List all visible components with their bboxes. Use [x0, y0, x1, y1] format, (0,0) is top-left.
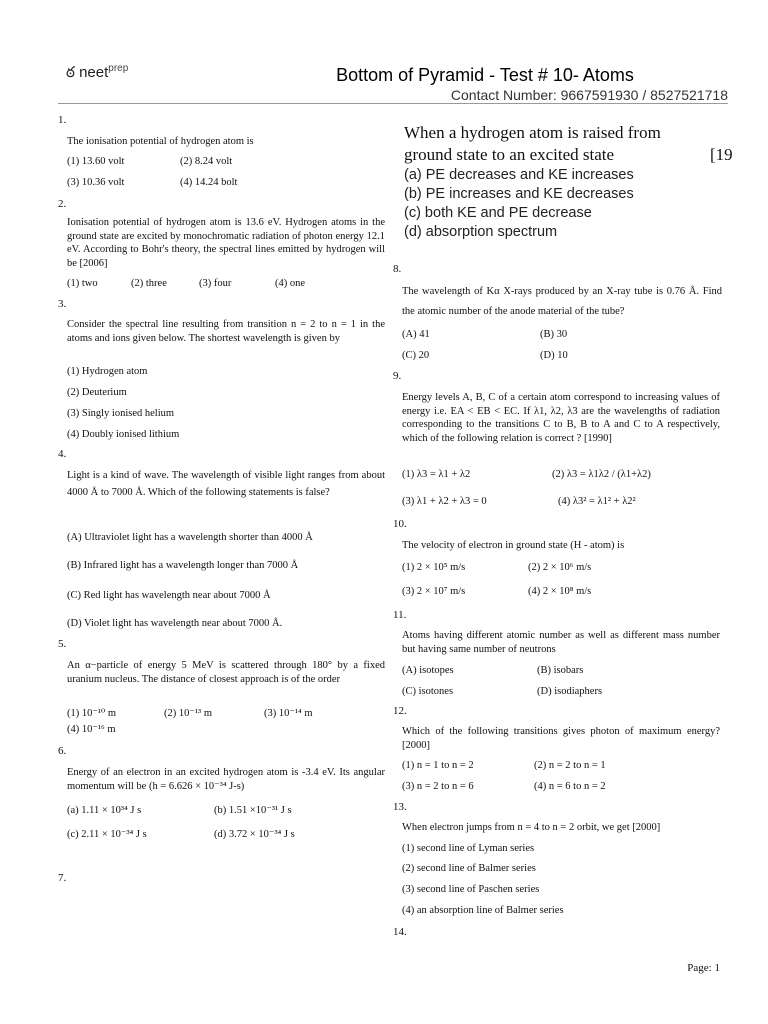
q7-image-line-2: ground state to an excited state: [404, 145, 615, 164]
q13-option-2: (2) second line of Balmer series: [402, 863, 536, 874]
q4-number: 4.: [58, 448, 67, 460]
neetprep-logo: [66, 62, 128, 83]
q13-number: 13.: [393, 801, 407, 813]
q9-option-4: (4) λ3² = λ1² + λ2²: [558, 496, 636, 507]
q6-option-b: (b) 1.51 ×10⁻³¹ J s: [214, 805, 292, 816]
q5-option-1: (1) 10⁻¹⁰ m: [67, 708, 117, 719]
q7-image-year-tag: [19: [710, 145, 733, 164]
q7-image-option-d: (d) absorption spectrum: [404, 224, 558, 240]
q2-option-2: (2) three: [131, 278, 167, 289]
q12-option-1: (1) n = 1 to n = 2: [402, 760, 474, 771]
q5-option-4: (4) 10⁻¹⁶ m: [67, 724, 116, 735]
q1-text: The ionisation potential of hydrogen atom is: [67, 136, 254, 147]
q12-option-2: (2) n = 2 to n = 1: [534, 760, 606, 771]
q3-option-1: (1) Hydrogen atom: [67, 366, 148, 377]
q3-option-4: (4) Doubly ionised lithium: [67, 429, 180, 440]
q11-text: Atoms having different atomic number as well as different mass number but having same number of neutrons: [402, 630, 720, 655]
q5-text: An α−particle of energy 5 MeV is scattered through 180° by a fixed uranium nucleus. The distance of closest approach is of the order: [67, 660, 385, 685]
q13-option-1: (1) second line of Lyman series: [402, 843, 535, 854]
q1-option-2: (2) 8.24 volt: [180, 156, 233, 167]
q1-option-1: (1) 13.60 volt: [67, 156, 125, 167]
q2-number: 2.: [58, 198, 67, 210]
q7-question-image: [404, 122, 734, 247]
q4-text: Light is a kind of wave. The wavelength of visible light ranges from about 4000 Å to 7000 Å. Which of the following statements is false?: [67, 470, 385, 498]
q5-option-2: (2) 10⁻¹³ m: [164, 708, 212, 719]
q4-option-c: (C) Red light has wavelength near about 7000 Å: [67, 590, 271, 601]
q10-option-2: (2) 2 × 10⁶ m/s: [528, 562, 592, 573]
q3-number: 3.: [58, 298, 67, 310]
q6-option-c: (c) 2.11 × 10⁻³⁴ J s: [67, 829, 147, 840]
q1-option-4: (4) 14.24 bolt: [180, 177, 238, 188]
q9-option-1: (1) λ3 = λ1 + λ2: [402, 469, 471, 480]
q11-option-d: (D) isodiaphers: [537, 686, 603, 697]
q8-option-b: (B) 30: [540, 329, 568, 340]
q4-option-a: (A) Ultraviolet light has a wavelength shorter than 4000 Å: [67, 532, 313, 543]
q6-option-a: (a) 1.11 × 10³⁴ J s: [67, 805, 142, 816]
q10-option-3: (3) 2 × 10⁷ m/s: [402, 586, 466, 597]
q4-option-d: (D) Violet light has wavelength near about 7000 Å.: [67, 618, 283, 629]
q1-option-3: (3) 10.36 volt: [67, 177, 125, 188]
q8-option-d: (D) 10: [540, 350, 568, 361]
contact-number: Contact Number: 9667591930 / 8527521718: [450, 87, 728, 103]
q9-text: Energy levels A, B, C of a certain atom correspond to increasing values of energy i.e. EA < EB < EC. If λ1, λ2, λ3 are the wavelengths of radiation corresponding to the transitions C to B, B to A and C to A respectively, which of the following relation is correct ? [1990]: [402, 392, 720, 444]
q11-number: 11.: [393, 609, 407, 621]
q5-option-3: (3) 10⁻¹⁴ m: [264, 708, 313, 719]
q10-option-1: (1) 2 × 10⁵ m/s: [402, 562, 466, 573]
logo-main-text: neet: [79, 64, 109, 81]
q2-text: Ionisation potential of hydrogen atom is 13.6 eV. Hydrogen atoms in the ground state are excited by monochromatic radiation of photon energy 12.1 eV. According to Bohr's theory, the spectral lines emitted by hydrogen will be [2006]: [67, 217, 385, 269]
q7-image-option-b: (b) PE increases and KE decreases: [404, 186, 634, 202]
q12-text: Which of the following transitions gives photon of maximum energy? [2000]: [402, 726, 720, 751]
q2-option-3: (3) four: [199, 278, 232, 289]
q10-text: The velocity of electron in ground state (H - atom) is: [402, 540, 625, 551]
q11-option-b: (B) isobars: [537, 665, 584, 676]
q7-image-line-2-row: [404, 144, 734, 166]
q13-option-4: (4) an absorption line of Balmer series: [402, 905, 564, 916]
page-title: Bottom of Pyramid - Test # 10- Atoms: [336, 65, 634, 85]
q9-option-3: (3) λ1 + λ2 + λ3 = 0: [402, 496, 487, 507]
q5-number: 5.: [58, 638, 67, 650]
q7-image-line-1: When a hydrogen atom is raised from: [404, 123, 661, 142]
q11-option-c: (C) isotones: [402, 686, 454, 697]
q14-number: 14.: [393, 926, 407, 938]
q6-option-d: (d) 3.72 × 10⁻³⁴ J s: [214, 829, 295, 840]
q8-option-c: (C) 20: [402, 350, 430, 361]
q3-option-2: (2) Deuterium: [67, 387, 127, 398]
q7-number: 7.: [58, 872, 67, 884]
q8-option-a: (A) 41: [402, 329, 430, 340]
q10-number: 10.: [393, 518, 407, 530]
q10-option-4: (4) 2 × 10⁸ m/s: [528, 586, 592, 597]
q13-text: When electron jumps from n = 4 to n = 2 orbit, we get [2000]: [402, 822, 661, 833]
q1-number: 1.: [58, 114, 67, 126]
q8-number: 8.: [393, 263, 402, 275]
q7-image-option-a: (a) PE decreases and KE increases: [404, 167, 634, 183]
q12-option-4: (4) n = 6 to n = 2: [534, 781, 606, 792]
page-number: Page: 1: [687, 962, 720, 974]
header-divider: [58, 103, 728, 104]
q6-number: 6.: [58, 745, 67, 757]
q9-option-2: (2) λ3 = λ1λ2 / (λ1+λ2): [552, 469, 651, 480]
q12-number: 12.: [393, 705, 407, 717]
q12-option-3: (3) n = 2 to n = 6: [402, 781, 474, 792]
q6-text: Energy of an electron in an excited hydrogen atom is -3.4 eV. Its angular momentum will be (h = 6.626 × 10⁻³⁴ J-s): [67, 767, 385, 792]
q13-option-3: (3) second line of Paschen series: [402, 884, 540, 895]
q11-option-a: (A) isotopes: [402, 665, 454, 676]
logo-sup-text: prep: [108, 63, 129, 74]
q3-text: Consider the spectral line resulting from transition n = 2 to n = 1 in the atoms and ions given below. The shortest wavelength is given by: [67, 319, 385, 344]
logo-icon: ఠ: [66, 64, 75, 81]
q4-option-b: (B) Infrared light has a wavelength longer than 7000 Å: [67, 560, 299, 571]
q2-option-4: (4) one: [275, 278, 306, 289]
q9-number: 9.: [393, 370, 402, 382]
q8-text: The wavelength of Kα X-rays produced by an X-ray tube is 0.76 Å. Find the atomic number of the anode material of the tube?: [402, 286, 722, 317]
q7-image-option-c: (c) both KE and PE decrease: [404, 205, 592, 221]
q3-option-3: (3) Singly ionised helium: [67, 408, 175, 419]
q2-option-1: (1) two: [67, 278, 98, 289]
